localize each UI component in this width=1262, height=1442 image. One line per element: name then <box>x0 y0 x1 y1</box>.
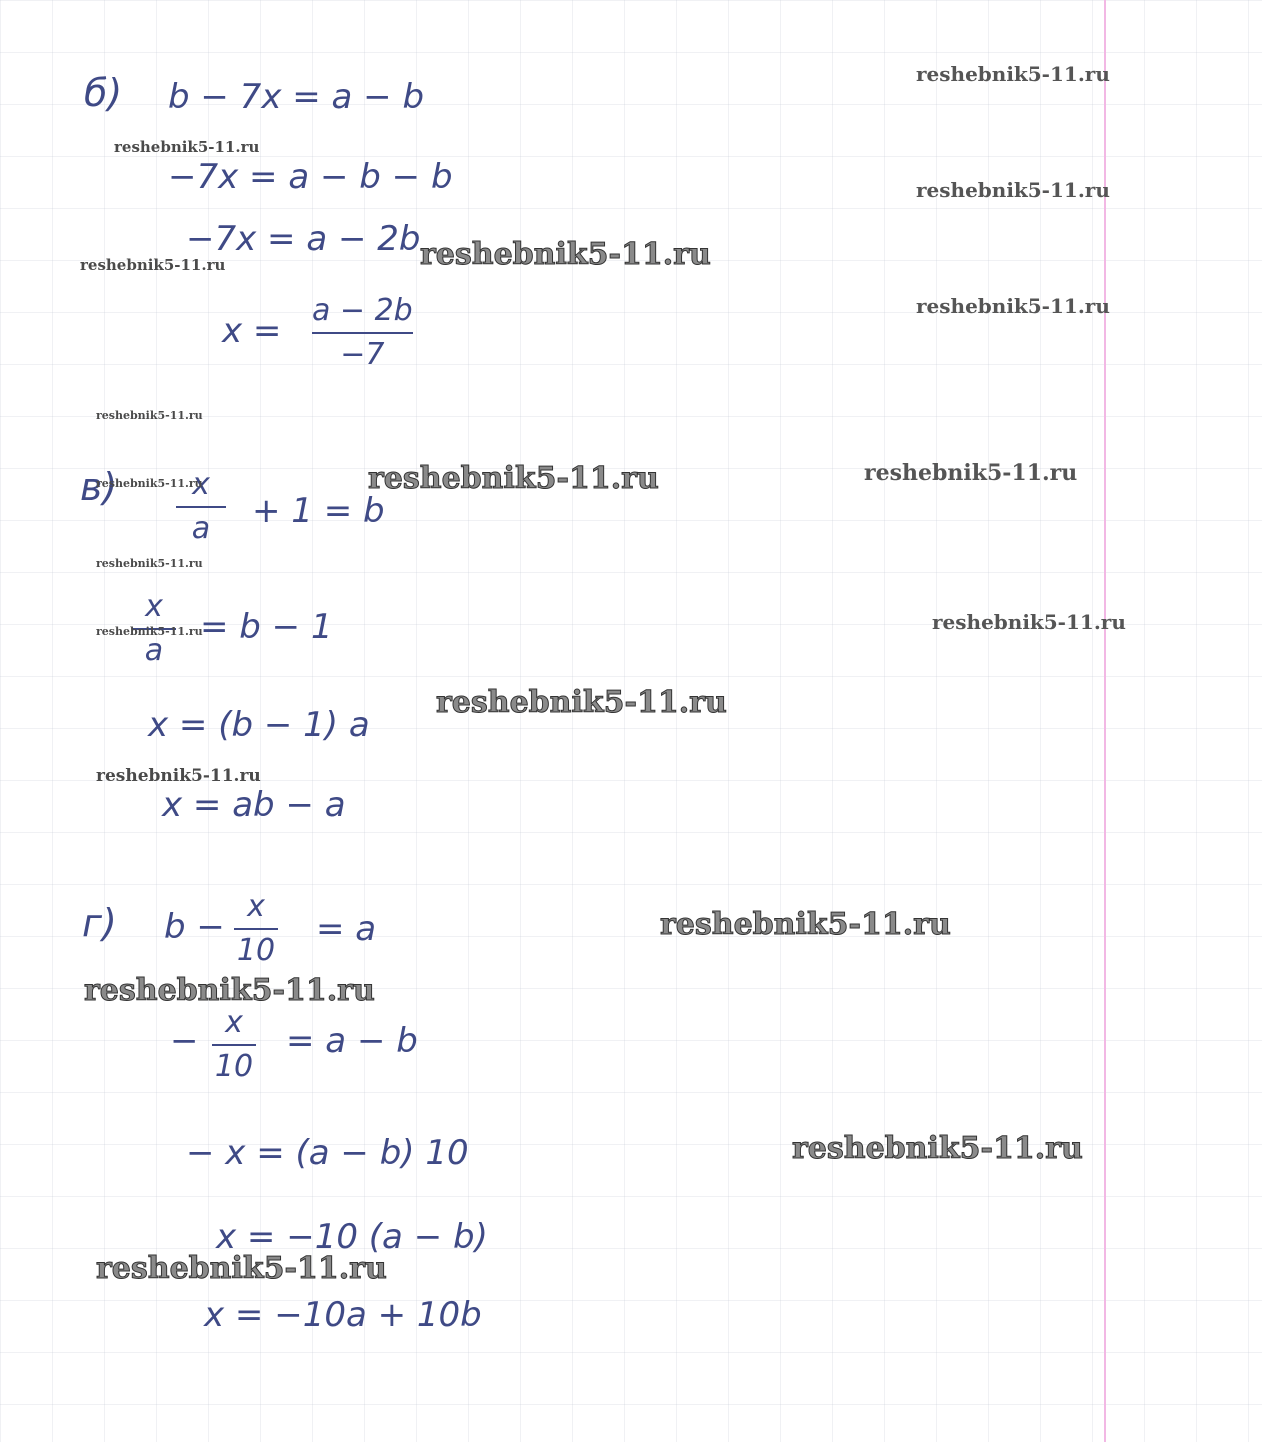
problem-g-label: г) <box>82 901 117 945</box>
watermark: reshebnik5-11.ru <box>436 685 727 720</box>
watermark: reshebnik5-11.ru <box>916 178 1110 202</box>
watermark: reshebnik5-11.ru <box>916 62 1110 86</box>
problem-b-line-3: −7x = a − 2b <box>186 219 421 259</box>
problem-g-line-1-lhs: b − <box>164 907 225 947</box>
problem-g-line-2-rest: = a − b <box>286 1021 418 1061</box>
watermark: reshebnik5-11.ru <box>660 907 951 942</box>
fraction-denominator: 10 <box>214 1049 254 1084</box>
problem-b-label: б) <box>84 71 123 115</box>
problem-b-fraction <box>312 293 413 372</box>
fraction-bar <box>212 1044 256 1046</box>
fraction-bar <box>234 928 278 930</box>
problem-g-line-1-fraction <box>234 889 278 968</box>
fraction-denominator: a <box>144 633 164 668</box>
problem-g-line-1-rest: = a <box>316 909 377 949</box>
watermark: reshebnik5-11.ru <box>420 237 711 272</box>
watermark: reshebnik5-11.ru <box>96 1251 387 1286</box>
watermark: reshebnik5-11.ru <box>80 256 226 274</box>
fraction-denominator: a <box>191 511 211 546</box>
fraction-denominator: 10 <box>236 933 276 968</box>
problem-g-line-3: − x = (a − b) 10 <box>186 1133 469 1173</box>
watermark: reshebnik5-11.ru <box>96 409 203 422</box>
watermark: reshebnik5-11.ru <box>368 461 659 496</box>
watermark: reshebnik5-11.ru <box>96 477 203 490</box>
fraction-numerator: x <box>247 889 265 924</box>
problem-v-line-3: x = (b − 1) a <box>148 705 370 745</box>
watermark: reshebnik5-11.ru <box>864 460 1078 486</box>
watermark: reshebnik5-11.ru <box>96 557 203 570</box>
fraction-numerator: x <box>145 589 163 624</box>
problem-g-line-2-fraction <box>212 1005 256 1084</box>
problem-b-line-1: b − 7x = a − b <box>168 77 425 117</box>
fraction-numerator: x <box>192 467 210 502</box>
fraction-numerator: x <box>225 1005 243 1040</box>
problem-v-line-1-rest: + 1 = b <box>252 491 385 531</box>
problem-g-line-5: x = −10a + 10b <box>204 1295 482 1335</box>
watermark: reshebnik5-11.ru <box>114 138 260 156</box>
fraction-bar <box>176 506 226 508</box>
fraction-numerator: a − 2b <box>312 293 413 328</box>
problem-g-line-4: x = −10 (a − b) <box>216 1217 488 1257</box>
fraction-denominator: −7 <box>340 337 385 372</box>
watermark: reshebnik5-11.ru <box>932 610 1126 634</box>
watermark: reshebnik5-11.ru <box>96 766 261 786</box>
problem-v-line-4: x = ab − a <box>162 785 346 825</box>
watermark: reshebnik5-11.ru <box>96 625 203 638</box>
problem-g-line-2-lhs: − <box>170 1021 199 1061</box>
watermark: reshebnik5-11.ru <box>792 1131 1083 1166</box>
watermark: reshebnik5-11.ru <box>916 294 1110 318</box>
problem-b-line-4-lhs: x = <box>222 311 282 351</box>
problem-v-line-2-rest: = b − 1 <box>200 607 333 647</box>
problem-v-label: в) <box>80 465 118 509</box>
fraction-bar <box>312 332 413 334</box>
watermark: reshebnik5-11.ru <box>84 973 375 1008</box>
problem-b-line-2: −7x = a − b − b <box>168 157 453 197</box>
margin-line <box>1104 0 1106 1442</box>
